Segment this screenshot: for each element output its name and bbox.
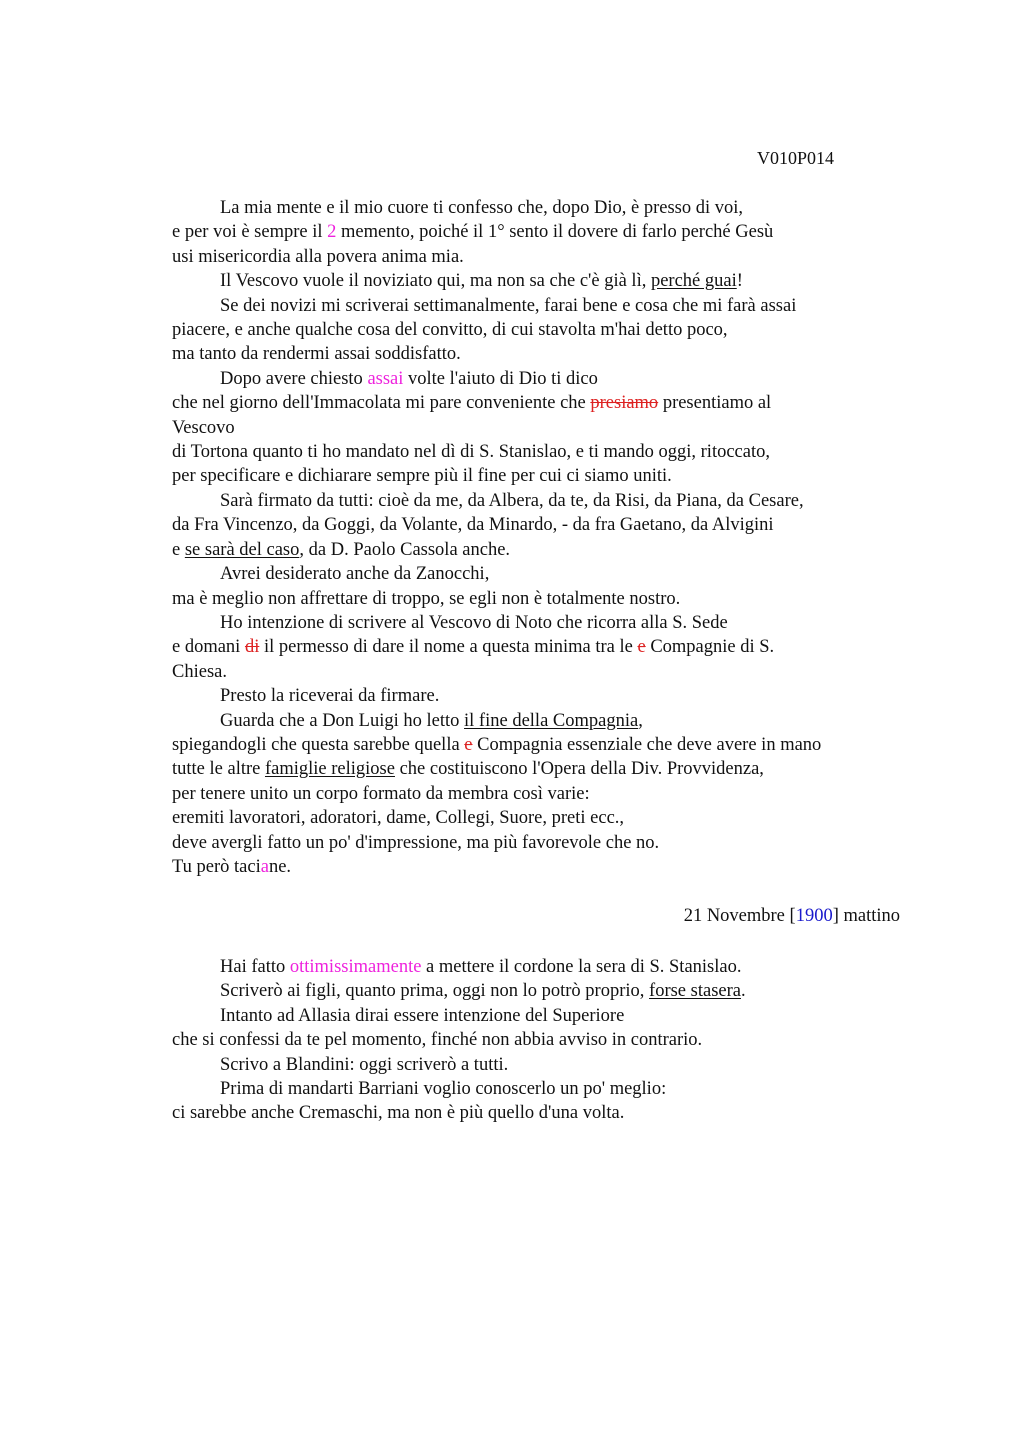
text-line: Prima di mandarti Barriani voglio conoscerlo un po' meglio: [220,1079,667,1100]
text-line: ma tanto da rendermi assai soddisfatto. [172,344,461,365]
text-line: Avrei desiderato anche da Zanocchi, [220,564,490,585]
text-line: Scriverò ai figli, quanto prima, oggi non lo potrò proprio, forse stasera. [220,981,746,1002]
text-line: da Fra Vincenzo, da Goggi, da Volante, da Minardo, - da fra Gaetano, da Alvigini [172,515,774,536]
page-id: V010P014 [757,148,835,168]
text-line: Ho intenzione di scrivere al Vescovo di Noto che ricorra alla S. Sede [220,612,728,633]
underlined-text: il fine della Compagnia [464,710,639,731]
text-line: Presto la riceverai da firmare. [220,686,440,707]
text-line: piacere, e anche qualche cosa del convitto, di cui stavolta m'hai detto poco, [172,320,728,341]
highlighted-text: 2 [327,222,337,243]
text-line: Chiesa. [172,661,227,682]
highlighted-text: a [260,856,269,877]
underlined-text: forse stasera [649,981,741,1002]
text-line: Hai fatto ottimissimamente a mettere il cordone la sera di S. Stanislao. [220,957,742,977]
text-line: Sarà firmato da tutti: cioè da me, da Albera, da te, da Risi, da Piana, da Cesare, [220,490,804,511]
text-line: Intanto ad Allasia dirai essere intenzione del Superiore [220,1005,625,1026]
text-line: usi misericordia alla povera anima mia. [172,246,464,267]
deleted-text: presiamo [590,393,659,414]
text-line: Guarda che a Don Luigi ho letto il fine della Compagnia, [220,710,643,731]
text-line: tutte le altre famiglie religiose che costituiscono l'Opera della Div. Provvidenza, [172,759,764,780]
text-line: e per voi è sempre il 2 memento, poiché il 1° sento il dovere di farlo perché Gesù [172,222,774,243]
text-line: La mia mente e il mio cuore ti confesso che, dopo Dio, è presso di voi, [220,198,744,218]
deleted-text: e [464,734,473,755]
highlighted-text: ottimissimamente [289,957,422,977]
text-line: ma è meglio non affrettare di troppo, se egli non è totalmente nostro. [172,588,681,609]
deleted-text: di [244,637,260,658]
text-line: Dopo avere chiesto assai volte l'aiuto di Dio ti dico [220,368,598,389]
text-line: Tu però taciane. [172,856,292,877]
text-line: deve avergli fatto un po' d'impressione, ma più favorevole che no. [172,832,660,853]
text-line: di Tortona quanto ti ho mandato nel dì di S. Stanislao, e ti mando oggi, ritoccato, [172,442,770,463]
deleted-text: e [637,637,646,658]
text-line: per specificare e dichiarare sempre più il fine per cui ci siamo uniti. [172,466,672,487]
text-line: e domani di il permesso di dare il nome a questa minima tra le e Compagnie di S. [172,637,775,658]
text-line: Vescovo [172,417,235,438]
dateline: 21 Novembre [1900] mattino [683,906,900,926]
text-line: Scrivo a Blandini: oggi scriverò a tutti. [220,1054,509,1075]
letter-body-part2 [172,955,902,1126]
underlined-text: famiglie religiose [264,759,395,780]
underlined-text: perché guai [650,271,737,292]
highlighted-text: assai [367,368,404,389]
year-annotation: 1900 [795,906,833,926]
letter-body-part1 [172,196,902,879]
underlined-text: se sarà del caso [184,539,300,560]
text-line: ci sarebbe anche Cremaschi, ma non è più quello d'una volta. [172,1103,625,1124]
text-line: Il Vescovo vuole il noviziato qui, ma non sa che c'è già lì, perché guai! [220,271,743,292]
text-line: che nel giorno dell'Immacolata mi pare conveniente che presiamo presentiamo al [172,393,772,414]
text-line: e se sarà del caso, da D. Paolo Cassola anche. [172,539,511,560]
text-line: che si confessi da te pel momento, finché non abbia avviso in contrario. [172,1030,703,1051]
text-line: per tenere unito un corpo formato da membra così varie: [172,783,590,804]
text-line: Se dei novizi mi scriverai settimanalmente, farai bene e cosa che mi farà assai [220,295,797,316]
text-line: eremiti lavoratori, adoratori, dame, Collegi, Suore, preti ecc., [172,808,625,829]
text-line: spiegandogli che questa sarebbe quella e Compagnia essenziale che deve avere in mano [172,734,822,755]
